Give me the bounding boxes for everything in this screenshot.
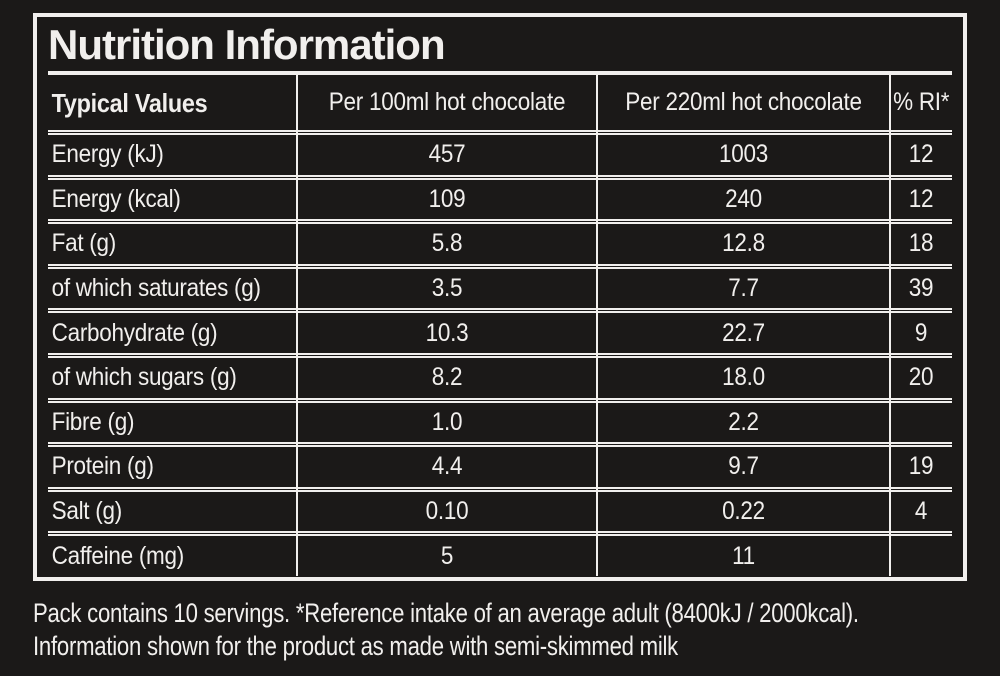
row-label: Carbohydrate (g) [51,318,218,347]
row-per-100ml-value: 5.8 [431,229,463,258]
row-label: Fibre (g) [51,407,135,436]
row-label: of which sugars (g) [51,363,237,392]
table-row [48,175,952,220]
table-row [48,353,952,398]
column-divider-2 [596,75,598,576]
row-per-220ml-value: 0.22 [722,497,765,526]
header-typical-values: Typical Values [51,87,208,118]
header-percent-ri: % RI* [893,88,950,116]
header-per-100ml: Per 100ml hot chocolate [328,88,566,116]
row-per-220ml-value: 18.0 [722,363,765,392]
row-ri-value: 4 [914,497,928,526]
table-header-row [48,75,952,130]
row-per-220ml-value: 240 [725,184,762,213]
row-per-100ml-value: 457 [428,140,466,169]
row-ri-value: 18 [908,229,934,258]
table-row [48,398,952,443]
row-label: Energy (kcal) [51,184,181,213]
table-row [48,130,952,175]
row-per-100ml-value: 1.0 [431,407,463,436]
page-title: Nutrition Information [48,21,445,68]
row-label: Protein (g) [51,452,154,481]
row-per-220ml-value: 22.7 [722,318,765,347]
table-row [48,487,952,532]
table-body [48,130,952,576]
row-ri-value: 9 [914,318,928,347]
row-per-100ml-value: 4.4 [431,452,463,481]
row-ri-value: 39 [908,274,934,303]
table-row [48,264,952,309]
row-per-220ml-value: 7.7 [728,274,759,303]
table-row [48,442,952,487]
footer-note [33,597,859,663]
table-row [48,531,952,576]
table-row [48,308,952,353]
row-label: Energy (kJ) [51,140,164,169]
footer-line-2: Information shown for the product as made with semi-skimmed milk [33,631,679,661]
row-per-100ml-value: 8.2 [431,363,463,392]
row-per-220ml-value: 12.8 [722,229,765,258]
row-label: Salt (g) [51,497,122,526]
column-divider-3 [889,75,891,576]
row-per-220ml-value: 1003 [719,140,768,169]
row-per-100ml-value: 109 [428,184,466,213]
row-ri-value: 20 [908,363,934,392]
row-ri-value: 12 [908,184,934,213]
row-label: of which saturates (g) [51,274,261,303]
row-per-220ml-value: 11 [732,541,755,570]
nutrition-table [48,75,952,576]
header-per-220ml: Per 220ml hot chocolate [625,88,862,116]
row-per-100ml-value: 3.5 [431,274,463,303]
row-ri-value: 19 [908,452,934,481]
row-ri-value: 12 [908,140,934,169]
row-per-100ml-value: 10.3 [425,318,469,347]
row-per-220ml-value: 2.2 [728,407,759,436]
column-divider-1 [296,75,298,576]
footer-line-1: Pack contains 10 servings. *Reference intake of an average adult (8400kJ / 2000kcal). [33,598,859,628]
row-per-100ml-value: 5 [440,541,454,570]
row-label: Fat (g) [51,229,116,258]
row-per-100ml-value: 0.10 [425,497,469,526]
nutrition-panel [33,13,967,581]
table-row [48,219,952,264]
row-label: Caffeine (mg) [51,541,184,570]
row-per-220ml-value: 9.7 [728,452,759,481]
